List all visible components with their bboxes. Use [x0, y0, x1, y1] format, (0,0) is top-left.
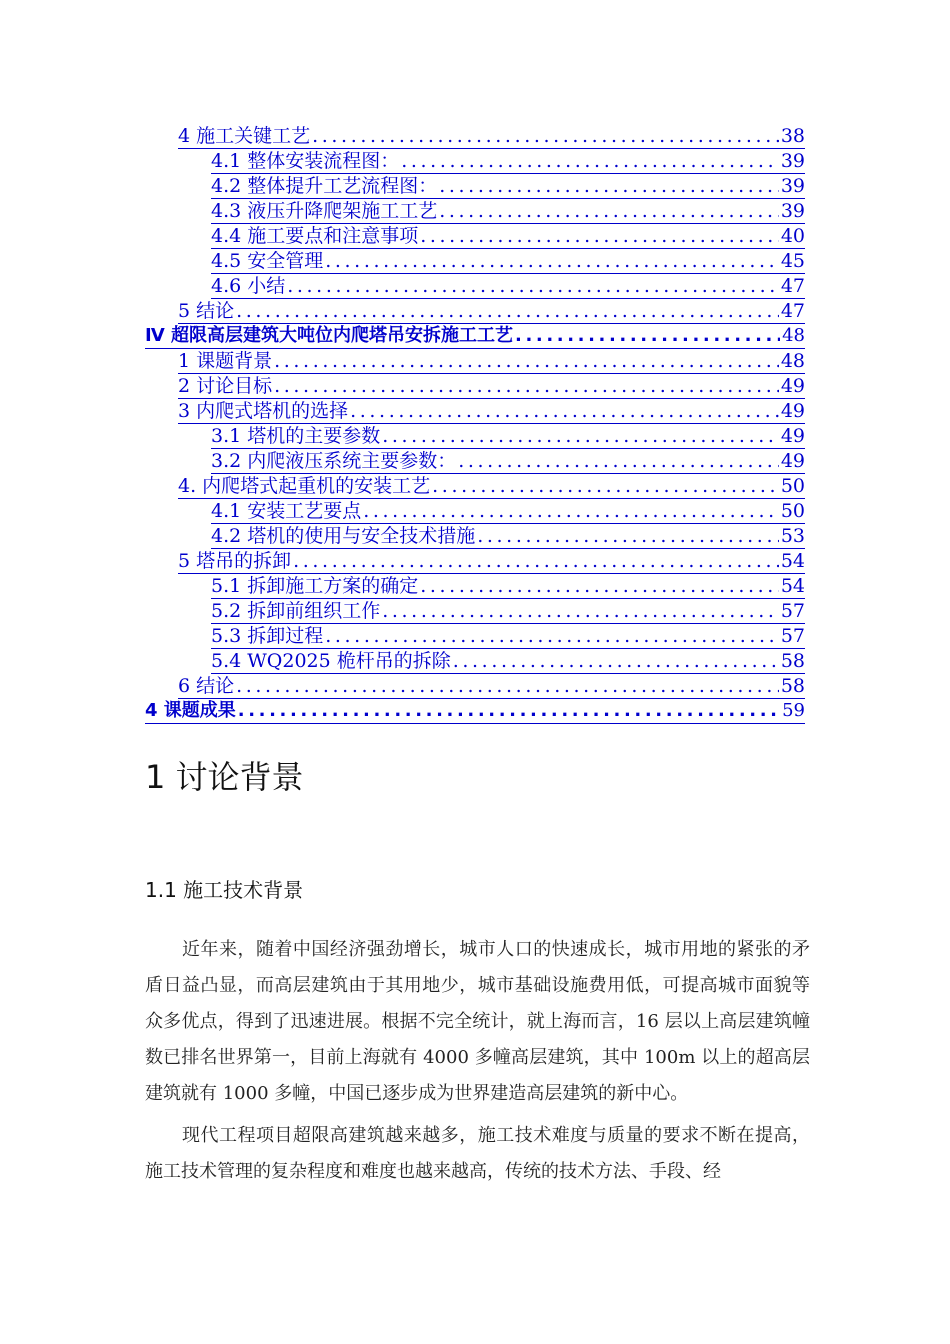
toc-leader-dots: [274, 350, 779, 372]
toc-page-number: 48: [780, 350, 805, 372]
toc-entry-4-6[interactable]: [211, 274, 805, 299]
toc-entry-5b-1[interactable]: [211, 574, 805, 599]
body-paragraph: 现代工程项目超限高建筑越来越多，施工技术难度与质量的要求不断在提高，施工技术管理的复杂程度和难度也越来越高，传统的技术方法、手段、经: [145, 1125, 810, 1182]
toc-page-number: 59: [782, 700, 805, 721]
toc-leader-dots: [420, 575, 779, 597]
toc-leader-dots: [420, 225, 779, 247]
toc-entry-title: 4.6 小结: [211, 275, 286, 297]
toc-page-number: 47: [780, 275, 805, 297]
toc-entry-4b-2[interactable]: [211, 524, 805, 549]
toc-entry-part-4[interactable]: [145, 324, 805, 349]
toc-page-number: 49: [780, 425, 805, 447]
toc-entry-3-2[interactable]: [211, 449, 805, 474]
toc-entry-title: 5 塔吊的拆卸: [178, 550, 292, 572]
toc-entry-3[interactable]: [178, 399, 805, 424]
toc-page-number: 57: [780, 625, 805, 647]
toc-entry-title: 3.2 内爬液压系统主要参数：: [211, 450, 457, 472]
toc-leader-dots: [382, 425, 779, 447]
toc-leader-dots: [312, 125, 779, 147]
toc-entry-title: 5.2 拆卸前组织工作: [211, 600, 381, 622]
toc-leader-dots: [363, 500, 779, 522]
toc-leader-dots: [458, 450, 779, 472]
toc-page-number: 39: [780, 150, 805, 172]
toc-leader-dots: [236, 675, 779, 697]
toc-page-number: 40: [780, 225, 805, 247]
toc-page-number: 58: [780, 675, 805, 697]
toc-entry-4-2[interactable]: [211, 174, 805, 199]
toc-leader-dots: [382, 600, 779, 622]
toc-leader-dots: [274, 375, 779, 397]
toc-entry-4[interactable]: [178, 124, 805, 149]
toc-entry-results[interactable]: [145, 699, 805, 724]
toc-leader-dots: [238, 700, 780, 722]
toc-page-number: 50: [780, 500, 805, 522]
toc-entry-title: 4.1 整体安装流程图：: [211, 150, 400, 172]
toc-entry-6[interactable]: [178, 674, 805, 699]
toc-page-number: 47: [780, 300, 805, 322]
toc-page-number: 50: [780, 475, 805, 497]
toc-page-number: 39: [780, 200, 805, 222]
toc-entry-5b-3[interactable]: [211, 624, 805, 649]
toc-page-number: 45: [780, 250, 805, 272]
toc-leader-dots: [350, 400, 779, 422]
toc-entry-title: 4. 内爬塔式起重机的安装工艺: [178, 475, 431, 497]
toc-entry-4-4[interactable]: [211, 224, 805, 249]
toc-entry-title: 5 结论: [178, 300, 235, 322]
toc-entry-5b-4[interactable]: [211, 649, 805, 674]
toc-leader-dots: [293, 550, 779, 572]
toc-leader-dots: [325, 250, 779, 272]
toc-entry-5b-2[interactable]: [211, 599, 805, 624]
toc-entry-title: Ⅳ 超限高层建筑大吨位内爬塔吊安拆施工工艺: [145, 325, 514, 346]
toc-page-number: 54: [780, 575, 805, 597]
toc-leader-dots: [432, 475, 779, 497]
toc-entry-title: 5.4 WQ2025 桅杆吊的拆除: [211, 650, 451, 672]
toc-entry-title: 4.3 液压升降爬架施工工艺: [211, 200, 438, 222]
toc-leader-dots: [236, 300, 779, 322]
toc-page-number: 57: [780, 600, 805, 622]
toc-page-number: 38: [780, 125, 805, 147]
toc-entry-title: 3.1 塔机的主要参数: [211, 425, 381, 447]
toc-entry-title: 4 施工关键工艺: [178, 125, 311, 147]
toc-entry-title: 4.4 施工要点和注意事项: [211, 225, 419, 247]
section-heading: 1 讨论背景: [145, 758, 304, 796]
toc-page-number: 53: [780, 525, 805, 547]
toc-entry-title: 4.2 塔机的使用与安全技术措施: [211, 525, 476, 547]
toc-leader-dots: [401, 150, 779, 172]
toc-leader-dots: [325, 625, 779, 647]
toc-entry-1[interactable]: [178, 349, 805, 374]
toc-entry-title: 4.2 整体提升工艺流程图：: [211, 175, 438, 197]
toc-entry-title: 1 课题背景: [178, 350, 273, 372]
toc-leader-dots: [439, 200, 779, 222]
toc-entry-2[interactable]: [178, 374, 805, 399]
toc-entry-5b[interactable]: [178, 549, 805, 574]
toc-entry-4-5[interactable]: [211, 249, 805, 274]
toc-entry-title: 6 结论: [178, 675, 235, 697]
toc-leader-dots: [477, 525, 779, 547]
toc-entry-4-1[interactable]: [211, 149, 805, 174]
toc-entry-title: 5.1 拆卸施工方案的确定: [211, 575, 419, 597]
toc-leader-dots: [453, 650, 779, 672]
toc-entry-title: 4.5 安全管理: [211, 250, 324, 272]
toc-entry-4b-1[interactable]: [211, 499, 805, 524]
toc-leader-dots: [287, 275, 779, 297]
body-paragraph: 近年来，随着中国经济强劲增长，城市人口的快速成长，城市用地的紧张的矛盾日益凸显，而高层建筑由于其用地少，城市基础设施费用低，可提高城市面貌等众多优点，得到了迅速进展。根据不完全统计，就上海而言，16 层以上高层建筑幢数已排名世界第一，目前上海就有 4000 多幢高层建筑，其中 100m 以上的超高层建筑就有 1000 多幢，中国已逐步成为世界建造高层建筑的新中心。: [145, 939, 810, 1104]
toc-page-number: 49: [780, 450, 805, 472]
toc-page-number: 58: [780, 650, 805, 672]
toc-entry-5[interactable]: [178, 299, 805, 324]
toc-entry-4b[interactable]: [178, 474, 805, 499]
toc-entry-3-1[interactable]: [211, 424, 805, 449]
toc-entry-title: 4 课题成果: [145, 700, 236, 721]
toc-leader-dots: [439, 175, 779, 197]
toc-entry-4-3[interactable]: [211, 199, 805, 224]
toc-leader-dots: [515, 325, 780, 347]
toc-page-number: 49: [780, 375, 805, 397]
toc-page-number: 49: [780, 400, 805, 422]
toc-entry-title: 3 内爬式塔机的选择: [178, 400, 349, 422]
toc-page-number: 48: [782, 325, 805, 346]
toc-page-number: 39: [780, 175, 805, 197]
subsection-heading: 1.1 施工技术背景: [145, 878, 304, 902]
toc-entry-title: 2 讨论目标: [178, 375, 273, 397]
toc-entry-title: 5.3 拆卸过程: [211, 625, 324, 647]
toc-page-number: 54: [780, 550, 805, 572]
toc-entry-title: 4.1 安装工艺要点: [211, 500, 362, 522]
